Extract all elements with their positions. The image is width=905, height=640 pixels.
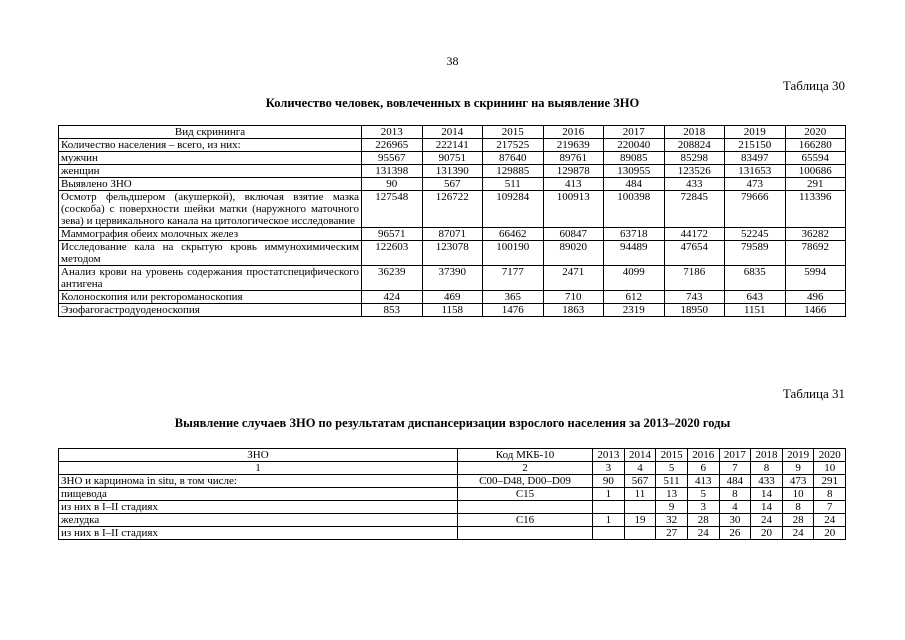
value-cell: 11 xyxy=(624,488,656,501)
icd-code-cell xyxy=(458,501,593,514)
value-cell: 87071 xyxy=(422,228,483,241)
table-row xyxy=(59,178,846,191)
value-cell: 36239 xyxy=(362,266,423,291)
column-header-year: 2019 xyxy=(782,449,814,462)
column-header-year: 2014 xyxy=(624,449,656,462)
column-header-cancer: ЗНО xyxy=(59,449,458,462)
row-label: из них в I–II стадиях xyxy=(59,501,458,514)
table-row xyxy=(59,266,846,291)
table-31-label: Таблица 31 xyxy=(782,386,845,401)
value-cell: 511 xyxy=(483,178,544,191)
table-row xyxy=(59,488,846,501)
value-cell: 87640 xyxy=(483,152,544,165)
column-header-year: 2020 xyxy=(785,126,846,139)
icd-code-cell xyxy=(458,527,593,540)
value-cell: 1 xyxy=(593,514,625,527)
value-cell: 1151 xyxy=(725,304,786,317)
column-number: 5 xyxy=(656,462,688,475)
value-cell: 83497 xyxy=(725,152,786,165)
value-cell: 36282 xyxy=(785,228,846,241)
table-row xyxy=(59,501,846,514)
value-cell xyxy=(624,527,656,540)
column-header-year: 2013 xyxy=(362,126,423,139)
column-header-year: 2013 xyxy=(593,449,625,462)
value-cell: 78692 xyxy=(785,241,846,266)
value-cell: 473 xyxy=(782,475,814,488)
value-cell: 32 xyxy=(656,514,688,527)
icd-code-cell: С15 xyxy=(458,488,593,501)
value-cell: 26 xyxy=(719,527,751,540)
value-cell: 24 xyxy=(814,514,846,527)
value-cell: 65594 xyxy=(785,152,846,165)
column-header-year: 2016 xyxy=(543,126,604,139)
value-cell: 643 xyxy=(725,291,786,304)
value-cell xyxy=(624,501,656,514)
value-cell: 122603 xyxy=(362,241,423,266)
value-cell: 484 xyxy=(604,178,665,191)
value-cell: 131398 xyxy=(362,165,423,178)
row-label: женщин xyxy=(59,165,362,178)
value-cell: 13 xyxy=(656,488,688,501)
column-header-year: 2014 xyxy=(422,126,483,139)
value-cell: 89020 xyxy=(543,241,604,266)
value-cell: 19 xyxy=(624,514,656,527)
value-cell: 1 xyxy=(593,488,625,501)
value-cell: 291 xyxy=(785,178,846,191)
column-header-year: 2017 xyxy=(604,126,665,139)
value-cell: 100190 xyxy=(483,241,544,266)
value-cell: 37390 xyxy=(422,266,483,291)
value-cell: 30 xyxy=(719,514,751,527)
value-cell: 511 xyxy=(656,475,688,488)
value-cell: 131390 xyxy=(422,165,483,178)
value-cell: 131653 xyxy=(725,165,786,178)
value-cell: 79666 xyxy=(725,191,786,228)
value-cell: 2471 xyxy=(543,266,604,291)
value-cell: 413 xyxy=(543,178,604,191)
column-header-year: 2018 xyxy=(751,449,783,462)
table-30-label: Таблица 30 xyxy=(782,78,845,93)
table-row xyxy=(59,241,846,266)
column-number: 10 xyxy=(814,462,846,475)
value-cell: 220040 xyxy=(604,139,665,152)
cancer-detection-table-header xyxy=(59,449,846,462)
value-cell: 127548 xyxy=(362,191,423,228)
value-cell: 28 xyxy=(782,514,814,527)
value-cell: 72845 xyxy=(664,191,725,228)
column-header-year: 2016 xyxy=(687,449,719,462)
value-cell: 217525 xyxy=(483,139,544,152)
value-cell: 89085 xyxy=(604,152,665,165)
value-cell: 166280 xyxy=(785,139,846,152)
value-cell: 94489 xyxy=(604,241,665,266)
value-cell: 90 xyxy=(593,475,625,488)
value-cell: 1863 xyxy=(543,304,604,317)
value-cell: 24 xyxy=(687,527,719,540)
value-cell: 7186 xyxy=(664,266,725,291)
icd-code-cell: С16 xyxy=(458,514,593,527)
value-cell: 14 xyxy=(751,501,783,514)
value-cell: 63718 xyxy=(604,228,665,241)
value-cell: 66462 xyxy=(483,228,544,241)
value-cell: 496 xyxy=(785,291,846,304)
value-cell: 100686 xyxy=(785,165,846,178)
value-cell: 433 xyxy=(751,475,783,488)
table-row xyxy=(59,152,846,165)
column-header-year: 2018 xyxy=(664,126,725,139)
value-cell: 612 xyxy=(604,291,665,304)
row-label: Эзофагогастродуоденоскопия xyxy=(59,304,362,317)
value-cell: 44172 xyxy=(664,228,725,241)
value-cell: 20 xyxy=(814,527,846,540)
column-header-year: 2015 xyxy=(483,126,544,139)
value-cell: 24 xyxy=(751,514,783,527)
value-cell: 473 xyxy=(725,178,786,191)
value-cell: 100398 xyxy=(604,191,665,228)
row-label: мужчин xyxy=(59,152,362,165)
value-cell: 79589 xyxy=(725,241,786,266)
value-cell: 1466 xyxy=(785,304,846,317)
screening-table xyxy=(58,125,846,317)
value-cell: 208824 xyxy=(664,139,725,152)
value-cell: 2319 xyxy=(604,304,665,317)
column-header-year: 2020 xyxy=(814,449,846,462)
row-label: пищевода xyxy=(59,488,458,501)
column-number: 3 xyxy=(593,462,625,475)
value-cell: 8 xyxy=(782,501,814,514)
table-row xyxy=(59,191,846,228)
value-cell: 567 xyxy=(624,475,656,488)
table-row xyxy=(59,139,846,152)
value-cell: 96571 xyxy=(362,228,423,241)
value-cell: 90751 xyxy=(422,152,483,165)
column-header-year: 2019 xyxy=(725,126,786,139)
value-cell: 743 xyxy=(664,291,725,304)
value-cell: 424 xyxy=(362,291,423,304)
value-cell: 1476 xyxy=(483,304,544,317)
value-cell: 9 xyxy=(656,501,688,514)
value-cell: 5994 xyxy=(785,266,846,291)
value-cell: 113396 xyxy=(785,191,846,228)
column-numbering-row xyxy=(59,462,846,475)
value-cell: 20 xyxy=(751,527,783,540)
value-cell: 3 xyxy=(687,501,719,514)
value-cell: 567 xyxy=(422,178,483,191)
column-header-icd-code: Код МКБ-10 xyxy=(458,449,593,462)
value-cell: 1158 xyxy=(422,304,483,317)
icd-code-cell: С00–D48, D00–D09 xyxy=(458,475,593,488)
value-cell: 52245 xyxy=(725,228,786,241)
column-number: 7 xyxy=(719,462,751,475)
value-cell: 10 xyxy=(782,488,814,501)
screening-table-header xyxy=(59,126,846,139)
table-row xyxy=(59,228,846,241)
value-cell: 14 xyxy=(751,488,783,501)
value-cell: 8 xyxy=(814,488,846,501)
row-label: ЗНО и карциномa in situ, в том числе: xyxy=(59,475,458,488)
value-cell: 433 xyxy=(664,178,725,191)
row-label: Анализ крови на уровень содержания простатспецифического антигена xyxy=(59,266,362,291)
value-cell: 215150 xyxy=(725,139,786,152)
row-label: из них в I–II стадиях xyxy=(59,527,458,540)
value-cell: 130955 xyxy=(604,165,665,178)
row-label: Маммография обеих молочных желез xyxy=(59,228,362,241)
row-label: Исследование кала на скрытую кровь иммунохимическим методом xyxy=(59,241,362,266)
cancer-detection-table xyxy=(58,448,846,540)
value-cell: 89761 xyxy=(543,152,604,165)
column-number: 4 xyxy=(624,462,656,475)
table-row xyxy=(59,527,846,540)
value-cell: 109284 xyxy=(483,191,544,228)
value-cell: 123526 xyxy=(664,165,725,178)
value-cell: 469 xyxy=(422,291,483,304)
value-cell: 5 xyxy=(687,488,719,501)
value-cell: 126722 xyxy=(422,191,483,228)
value-cell: 4 xyxy=(719,501,751,514)
column-number: 8 xyxy=(751,462,783,475)
table-row xyxy=(59,514,846,527)
table-row xyxy=(59,475,846,488)
value-cell: 28 xyxy=(687,514,719,527)
value-cell: 222141 xyxy=(422,139,483,152)
value-cell: 27 xyxy=(656,527,688,540)
column-number: 6 xyxy=(687,462,719,475)
table-31-title: Выявление случаев ЗНО по результатам диспансеризации взрослого населения за 2013–2020 годы xyxy=(174,416,731,430)
column-header-year: 2017 xyxy=(719,449,751,462)
value-cell: 100913 xyxy=(543,191,604,228)
column-number: 2 xyxy=(458,462,593,475)
value-cell: 47654 xyxy=(664,241,725,266)
value-cell: 7 xyxy=(814,501,846,514)
value-cell: 129885 xyxy=(483,165,544,178)
row-label: Колоноскопия или ректороманоскопия xyxy=(59,291,362,304)
value-cell: 710 xyxy=(543,291,604,304)
value-cell: 18950 xyxy=(664,304,725,317)
value-cell: 85298 xyxy=(664,152,725,165)
value-cell: 60847 xyxy=(543,228,604,241)
value-cell: 129878 xyxy=(543,165,604,178)
table-row xyxy=(59,165,846,178)
value-cell: 8 xyxy=(719,488,751,501)
table-30-title: Количество человек, вовлеченных в скрининг на выявление ЗНО xyxy=(265,96,640,110)
column-header-screening-type: Вид скрининга xyxy=(59,126,362,139)
value-cell: 90 xyxy=(362,178,423,191)
value-cell: 7177 xyxy=(483,266,544,291)
row-label: Осмотр фельдшером (акушеркой), включая взятие мазка (соскоба) с поверхности шейки матки (наружного маточного зева) и цервикального канала на цитологическое исследование xyxy=(59,191,362,228)
value-cell: 219639 xyxy=(543,139,604,152)
value-cell: 95567 xyxy=(362,152,423,165)
table-row xyxy=(59,304,846,317)
row-label: Количество населения – всего, из них: xyxy=(59,139,362,152)
row-label: Выявлено ЗНО xyxy=(59,178,362,191)
value-cell: 853 xyxy=(362,304,423,317)
column-number: 9 xyxy=(782,462,814,475)
value-cell: 413 xyxy=(687,475,719,488)
table-row xyxy=(59,291,846,304)
page-number: 38 xyxy=(446,54,459,68)
value-cell: 6835 xyxy=(725,266,786,291)
value-cell: 226965 xyxy=(362,139,423,152)
value-cell: 123078 xyxy=(422,241,483,266)
row-label: желудка xyxy=(59,514,458,527)
value-cell: 4099 xyxy=(604,266,665,291)
value-cell: 365 xyxy=(483,291,544,304)
value-cell: 484 xyxy=(719,475,751,488)
value-cell xyxy=(593,501,625,514)
value-cell: 291 xyxy=(814,475,846,488)
value-cell: 24 xyxy=(782,527,814,540)
column-header-year: 2015 xyxy=(656,449,688,462)
column-number: 1 xyxy=(59,462,458,475)
value-cell xyxy=(593,527,625,540)
